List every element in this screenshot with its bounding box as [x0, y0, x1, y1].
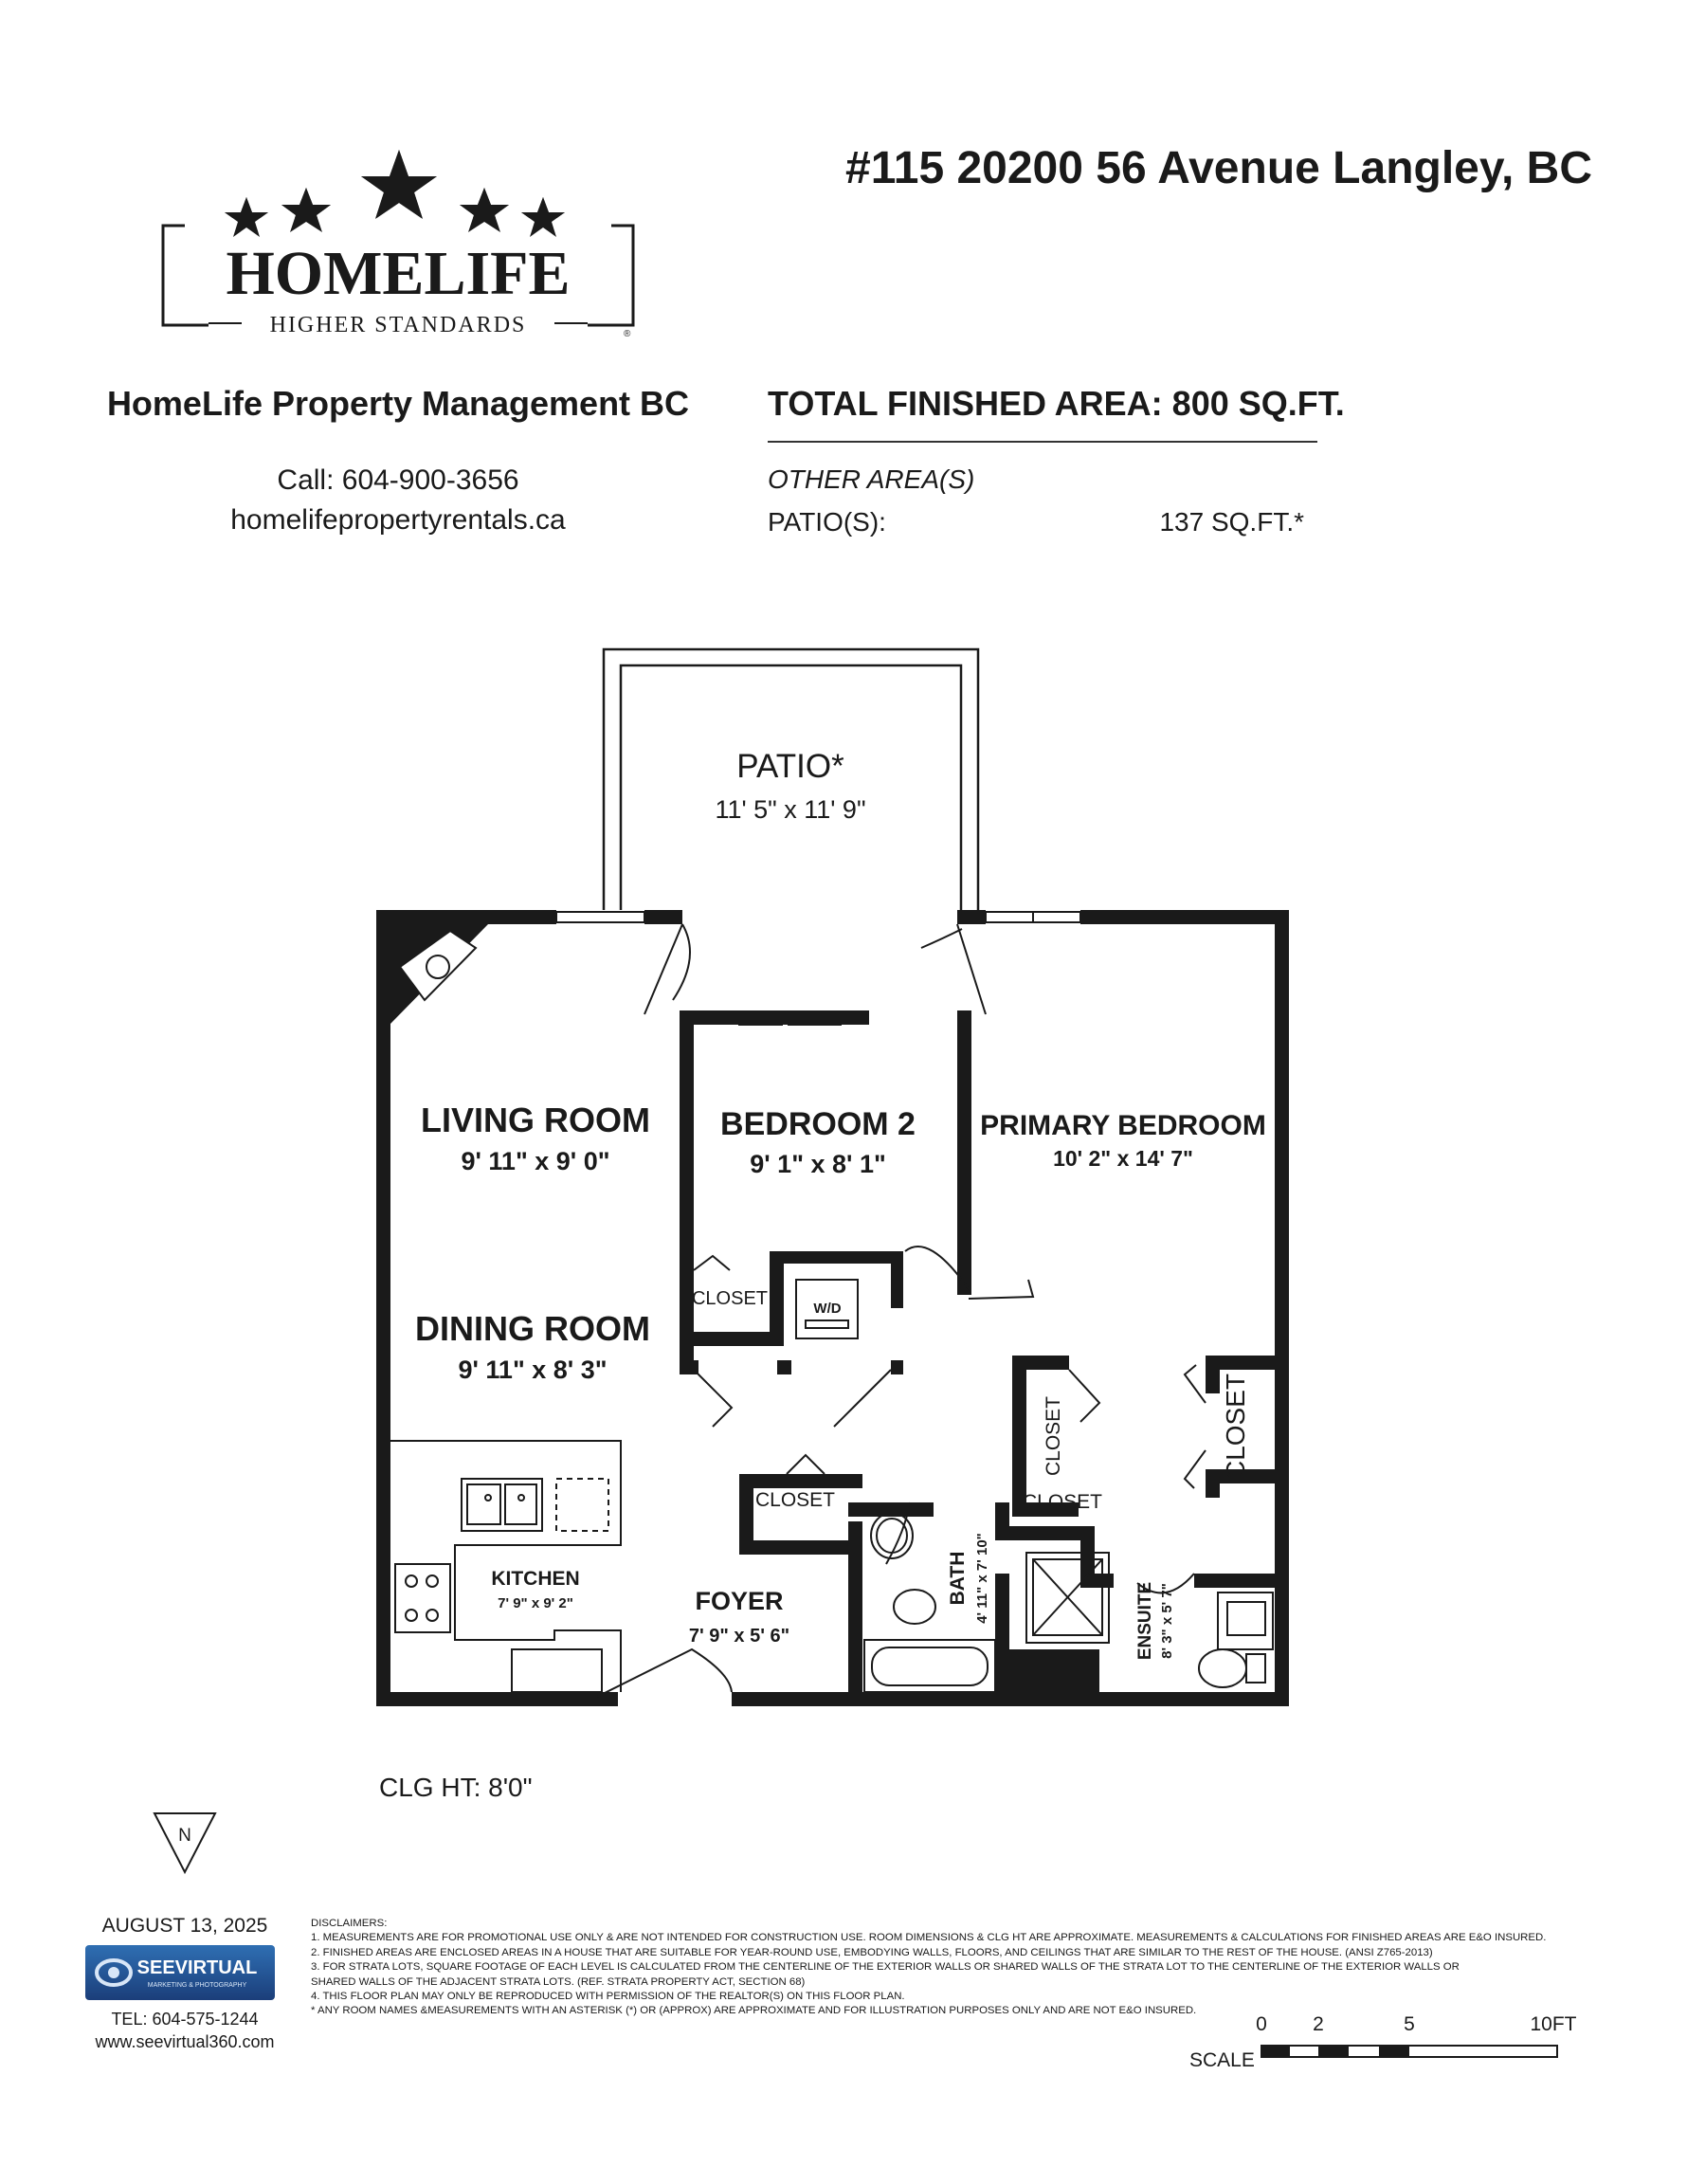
brand-name: SEEVIRTUAL	[136, 1957, 258, 1978]
scale-tick-5: 5	[1404, 2013, 1415, 2035]
dining-room-name: DINING ROOM	[415, 1309, 650, 1348]
dining-room-dims: 9' 11" x 8' 3"	[458, 1356, 608, 1384]
seevirtual-logo	[85, 1945, 275, 2000]
other-areas-heading: OTHER AREA(S)	[768, 464, 975, 494]
scale-bar	[1189, 2008, 1587, 2112]
disclaimer-line: SHARED WALLS OF THE ADJACENT STRATA LOTS. (REF. STRATA PROPERTY ACT, SECTION 68)	[311, 1975, 806, 1988]
logo-wordmark: HOMELIFE	[226, 239, 571, 308]
seevirtual-tel: TEL: 604-575-1244	[111, 2010, 259, 2029]
registered-mark: ®	[624, 329, 631, 339]
scale-label: SCALE	[1189, 2049, 1255, 2071]
hall-closet-label: CLOSET	[1022, 1491, 1103, 1513]
foyer-name: FOYER	[695, 1587, 784, 1615]
logo-tagline: HIGHER STANDARDS	[269, 313, 527, 337]
company-phone: Call: 604-900-3656	[277, 464, 519, 496]
homelife-logo	[152, 142, 644, 341]
disclaimer-line: 2. FINISHED AREAS ARE ENCLOSED AREAS IN A HOUSE THAT ARE SUITABLE FOR YEAR-ROUND USE, EMBODYING WALLS, FLOORS, AND CEILINGS THAT ARE SIMILAR TO THE REST OF THE HOUSE. (ANSI Z765-2013)	[311, 1946, 1433, 1958]
primary-bedroom-name: PRIMARY BEDROOM	[980, 1110, 1266, 1141]
disclaimer-line: 3. FOR STRATA LOTS, SQUARE FOOTAGE OF EACH LEVEL IS CALCULATED FROM THE CENTERLINE OF THE EXTERIOR WALLS OR SHARED WALLS OF THE STRATA LOT TO THE CENTERLINE OF THE EXTERIOR WALLS OR	[311, 1961, 1460, 1974]
bedroom2-name: BEDROOM 2	[720, 1106, 916, 1142]
ceiling-height: CLG HT: 8'0"	[379, 1773, 533, 1802]
bath-name: BATH	[947, 1551, 969, 1606]
bath-dims: 4' 11" x 7' 10"	[974, 1533, 990, 1624]
ensuite-name: ENSUITE	[1135, 1581, 1155, 1661]
north-letter: N	[178, 1826, 191, 1846]
plan-date: AUGUST 13, 2025	[101, 1915, 268, 1937]
living-room-name: LIVING ROOM	[421, 1101, 650, 1139]
company-name: HomeLife Property Management BC	[106, 384, 690, 423]
brand-subtitle: MARKETING & PHOTOGRAPHY	[147, 1982, 247, 1989]
scale-tick-0: 0	[1256, 2013, 1267, 2035]
living-room-dims: 9' 11" x 9' 0"	[461, 1147, 610, 1175]
seevirtual-website: www.seevirtual360.com	[95, 2032, 275, 2051]
kitchen-dims: 7' 9" x 9' 2"	[498, 1595, 573, 1611]
kitchen-name: KITCHEN	[491, 1568, 580, 1590]
bedroom2-closet-label: CLOSET	[691, 1288, 769, 1309]
disclaimer-line: 1. MEASUREMENTS ARE FOR PROMOTIONAL USE ONLY & ARE NOT INTENDED FOR CONSTRUCTION USE. ROOM DIMENSIONS & CLG HT ARE APPROXIMATE. MEASUREMENTS & CALCULATIONS FOR FINISHED AREAS ARE E&O INSURED.	[311, 1932, 1547, 1944]
patio-name: PATIO*	[736, 748, 844, 785]
ensuite-closet-label: CLOSET	[1221, 1373, 1250, 1481]
total-finished-area: TOTAL FINISHED AREA: 800 SQ.FT.	[768, 384, 1317, 443]
ensuite-dims: 8' 3" x 5' 7"	[1159, 1583, 1175, 1659]
floor-plan	[360, 626, 1308, 1744]
bedroom2-dims: 9' 1" x 8' 1"	[750, 1150, 886, 1178]
property-address: #115 20200 56 Avenue Langley, BC	[845, 143, 1592, 193]
scale-tick-10ft: 10FT	[1530, 2013, 1577, 2035]
patio-area-value: 137 SQ.FT.*	[1159, 507, 1304, 537]
north-arrow	[152, 1811, 218, 1877]
patio-area-label: PATIO(S):	[768, 507, 886, 537]
disclaimer-heading: DISCLAIMERS:	[311, 1918, 388, 1929]
disclaimers	[311, 1917, 1547, 2019]
company-website: homelifepropertyrentals.ca	[230, 504, 566, 536]
washer-dryer-label: W/D	[813, 1301, 842, 1317]
disclaimer-line: 4. THIS FLOOR PLAN MAY ONLY BE REPRODUCED WITH PERMISSION OF THE REALTOR(S) ON THIS FLOOR PLAN.	[311, 1991, 905, 2003]
foyer-closet-label: CLOSET	[754, 1489, 836, 1511]
primary-bedroom-dims: 10' 2" x 14' 7"	[1053, 1146, 1193, 1171]
foyer-dims: 7' 9" x 5' 6"	[688, 1626, 790, 1647]
windows	[556, 912, 1080, 1025]
kitchen-fixtures	[390, 1441, 621, 1692]
patio-dims: 11' 5" x 11' 9"	[715, 795, 866, 824]
scale-tick-2: 2	[1313, 2013, 1324, 2035]
disclaimer-line: * ANY ROOM NAMES &MEASUREMENTS WITH AN ASTERISK (*) OR (APPROX) ARE APPROXIMATE AND FOR ILLUSTRATION PURPOSES ONLY AND ARE NOT E&O INSURED.	[311, 2005, 1197, 2017]
primary-closet-label: CLOSET	[1043, 1395, 1064, 1477]
